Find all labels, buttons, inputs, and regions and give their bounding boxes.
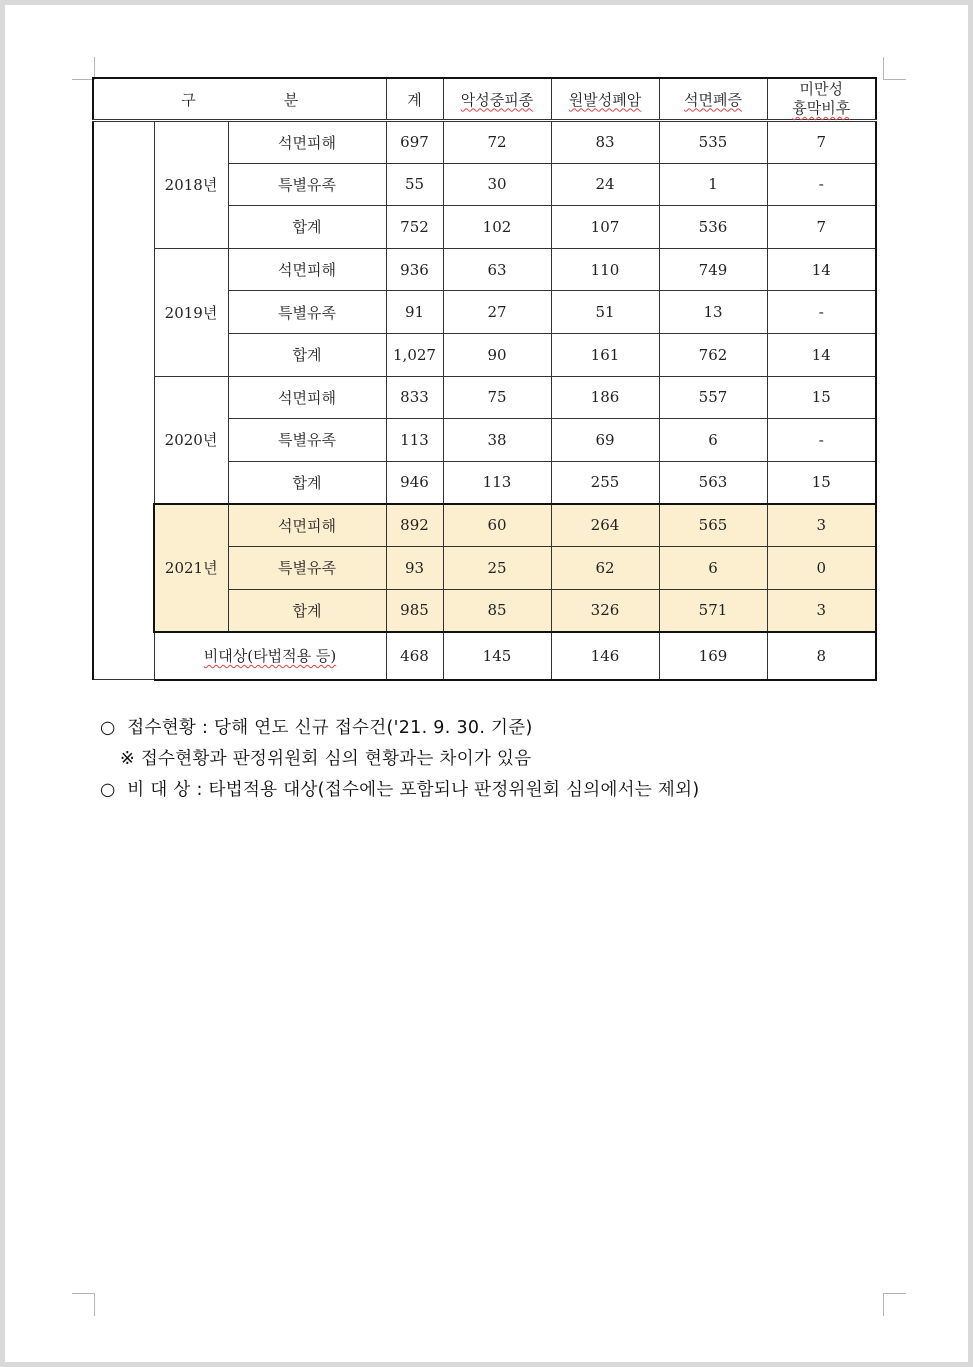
header-pleural-thickening: 미만성 흉막비후 (767, 78, 876, 121)
table-row (93, 248, 876, 291)
statistics-table (92, 77, 877, 681)
cell-value: 535 (659, 121, 767, 164)
note-non-target: ○ 비 대 상 : 타법적용 대상(접수에는 포함되나 판정위원회 심의에서는 제외) (100, 780, 700, 800)
cell-value: 83 (551, 121, 659, 164)
year-cell: 2020년 (154, 376, 228, 504)
left-blank-cell (93, 121, 154, 680)
row-label: 비대상(타법적용 등) (154, 632, 386, 680)
cell-total: 892 (386, 504, 443, 547)
header-category: 구 분 (93, 78, 386, 121)
cell-value: 63 (443, 248, 551, 291)
cell-value: 8 (767, 632, 876, 680)
row-label: 합계 (228, 333, 386, 376)
cell-value: 51 (551, 291, 659, 334)
cell-value: 571 (659, 589, 767, 632)
cell-value: 25 (443, 546, 551, 589)
cell-value: 69 (551, 419, 659, 462)
cell-value: 146 (551, 632, 659, 680)
cell-value: 7 (767, 206, 876, 249)
cell-value: 762 (659, 333, 767, 376)
cell-value: 102 (443, 206, 551, 249)
cell-value: 255 (551, 461, 659, 504)
cell-value: 0 (767, 546, 876, 589)
cell-value: 30 (443, 163, 551, 206)
cell-total: 55 (386, 163, 443, 206)
cell-value: 60 (443, 504, 551, 547)
cell-value: 3 (767, 589, 876, 632)
cell-total: 752 (386, 206, 443, 249)
cell-total: 946 (386, 461, 443, 504)
cell-total: 113 (386, 419, 443, 462)
cell-value: 749 (659, 248, 767, 291)
crop-mark-bottom-right (883, 1293, 906, 1316)
cell-value: 14 (767, 333, 876, 376)
cell-value: 110 (551, 248, 659, 291)
header-row (93, 78, 876, 121)
year-cell: 2021년 (154, 504, 228, 632)
cell-value: 145 (443, 632, 551, 680)
cell-value: 6 (659, 419, 767, 462)
cell-value: 75 (443, 376, 551, 419)
cell-value: 1 (659, 163, 767, 206)
cell-value: 85 (443, 589, 551, 632)
document-page (5, 5, 968, 1362)
notes-section (100, 713, 699, 806)
row-label: 석면피해 (228, 248, 386, 291)
row-label: 석면피해 (228, 121, 386, 164)
cell-total: 93 (386, 546, 443, 589)
cell-value: 186 (551, 376, 659, 419)
cell-value: 90 (443, 333, 551, 376)
cell-total: 936 (386, 248, 443, 291)
cell-total: 1,027 (386, 333, 443, 376)
row-label: 합계 (228, 589, 386, 632)
crop-mark-bottom-left (72, 1293, 95, 1316)
cell-value: 7 (767, 121, 876, 164)
year-cell: 2019년 (154, 248, 228, 376)
cell-total: 985 (386, 589, 443, 632)
cell-value: 536 (659, 206, 767, 249)
header-lung-cancer: 원발성폐암 (551, 78, 659, 121)
row-label: 특별유족 (228, 419, 386, 462)
cell-value: 557 (659, 376, 767, 419)
cell-value: 62 (551, 546, 659, 589)
header-mesothelioma: 악성중피종 (443, 78, 551, 121)
row-label: 특별유족 (228, 163, 386, 206)
cell-total: 468 (386, 632, 443, 680)
header-total: 계 (386, 78, 443, 121)
cell-value: - (767, 419, 876, 462)
cell-value: 107 (551, 206, 659, 249)
note-difference: ※ 접수현황과 판정위원회 심의 현황과는 차이가 있음 (120, 749, 532, 769)
cell-value: 113 (443, 461, 551, 504)
cell-value: 72 (443, 121, 551, 164)
row-label: 석면피해 (228, 376, 386, 419)
cell-value: 24 (551, 163, 659, 206)
cell-value: 161 (551, 333, 659, 376)
cell-total: 833 (386, 376, 443, 419)
cell-value: 38 (443, 419, 551, 462)
row-label: 석면피해 (228, 504, 386, 547)
cell-value: 27 (443, 291, 551, 334)
cell-value: 326 (551, 589, 659, 632)
cell-value: - (767, 291, 876, 334)
table-row (93, 376, 876, 419)
crop-mark-top-right (883, 57, 906, 80)
note-receipt-status: ○ 접수현황 : 당해 연도 신규 접수건('21. 9. 30. 기준) (100, 718, 533, 738)
cell-value: 3 (767, 504, 876, 547)
cell-value: 13 (659, 291, 767, 334)
cell-value: 15 (767, 461, 876, 504)
table-row-highlighted (93, 504, 876, 547)
cell-value: 563 (659, 461, 767, 504)
cell-value: 264 (551, 504, 659, 547)
cell-value: 14 (767, 248, 876, 291)
header-asbestosis: 석면폐증 (659, 78, 767, 121)
cell-value: 6 (659, 546, 767, 589)
row-label: 합계 (228, 206, 386, 249)
table-row (93, 121, 876, 164)
row-label: 특별유족 (228, 546, 386, 589)
cell-total: 697 (386, 121, 443, 164)
cell-value: 565 (659, 504, 767, 547)
cell-value: - (767, 163, 876, 206)
row-label: 특별유족 (228, 291, 386, 334)
cell-value: 169 (659, 632, 767, 680)
year-cell: 2018년 (154, 121, 228, 249)
cell-total: 91 (386, 291, 443, 334)
row-label: 합계 (228, 461, 386, 504)
table-row-non-target (93, 632, 876, 680)
cell-value: 15 (767, 376, 876, 419)
